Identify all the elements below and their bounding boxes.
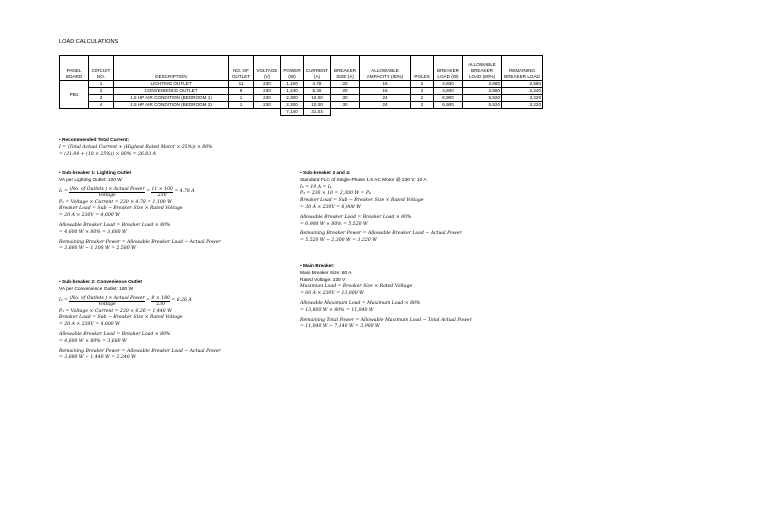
table-total-row — [60, 109, 543, 116]
section-sub-breaker-3-4: • Sub-breaker 3 and 4: Standard FLC of Single-Phase 1.5 AC Motor @ 230 V: 10 A I₃ = 10 A = I₄ P₃ = 230 × 10 = 2,300 W = P₄ Breaker Load = Sub − Breaker Size × Rated Voltage = 30 A × 230V = 6,900 W Allowable Breaker Load = Breaker Load × 80% = 6,900 W × 80% = 5,520 W Remaining Breaker Power = Allowable Breaker Load − Actual Power = 5,520 W − 2,300 W = 3,220 W — [300, 171, 462, 244]
col-voltage: VOLTAGE (V) — [254, 56, 281, 81]
col-no-of-outlet: NO. OF OUTLET — [229, 56, 254, 81]
section-total-current: • Recommended Total Current: I = (Total Actual Current + (Highest Rated Motor × 25%)) × 80% = (31.04 + (10 × 25%)) × 80% = 26.83 A — [59, 138, 213, 157]
section-main-breaker: • Main Breaker: Main Breaker Size: 60 A Rated Voltage: 230 V Maximum Load = Breaker Size × Rated Voltage = 60 A × 230V = 13,800 W Allowable Maximum Load = Maximum Load × 80% = 13,800 W × 80% = 11,040 W Remaining Total Power = Allowable Maximum Load − Total Actual Power = 11,040 W − 7,140 W = 3,900 W — [300, 264, 472, 330]
col-allowable-breaker-load: ALLOWABLE BREAKER LOAD (80%) — [463, 56, 502, 81]
col-power: POWER (W) — [281, 56, 304, 81]
col-remaining-breaker-load: REMAINING BREAKER LOAD — [502, 56, 543, 81]
table-header-row — [60, 56, 543, 81]
col-current: CURRENT (A) — [304, 56, 331, 81]
page-title: LOAD CALCULATIONS — [59, 39, 119, 45]
table-row: 3 1.5 HP AIR CONDITION (BEDROOM 1) 1 230 2,300 10.00 30 24 2 6,900 5,520 3,220 — [60, 95, 543, 102]
current-formula: I₁ = $\frac{\text{(No. of Outlets ) × Actual Power}}{\text{Voltage}}$ = $\frac{11 \times 100}{230}$ = 4.78 A — [59, 186, 195, 198]
load-table — [59, 55, 543, 116]
col-description: DESCRIPTION — [114, 56, 229, 81]
section-sub-breaker-2: • Sub-breaker 2: Convenience Outlet VA per Convenience Outlet: 180 W I₂ = $\frac{\text{(No. of Outlets ) × Actual Power}}{\text{Voltage}}$ = $\frac{8 \times 180}{230}$ = 6.26 A P₂ = Voltage × Current = 230 × 6.26 = 1,440 W Breaker Load = Sub − Breaker Size × Rated Voltage = 20 A × 230V = 4,600 W Allowable Breaker Load = Breaker Load × 80% = 4,600 W × 80% = 3,680 W Remaining Breaker Power = Allowable Breaker Load − Actual Power = 3,680 W − 1,440 W = 2,240 W — [59, 280, 221, 361]
total-current: 31.04 — [304, 109, 331, 116]
table-row: 2 CONVENIENCE OUTLET 8 230 1,440 6.26 20 16 2 4,600 3,680 2,240 — [60, 88, 543, 95]
total-power: 7,140 — [281, 109, 304, 116]
panel-board-cell: PB1 — [60, 81, 89, 109]
col-panel-board: PANEL BOARD — [60, 56, 89, 81]
col-allowable-ampacity: ALLOWABLE AMPACITY (80%) — [360, 56, 411, 81]
table-row: PB1 1 LIGHTING OUTLET 11 230 1,100 4.78 20 16 2 4,600 3,680 2,580 — [60, 81, 543, 88]
col-poles: POLES — [411, 56, 434, 81]
col-breaker-load: BREAKER LOAD (W) — [434, 56, 463, 81]
section-sub-breaker-1: • Sub-breaker 1: Lighting Outlet VA per Lighting Outlet: 100 W I₁ = $\frac{\text{(No. of Outlets ) × Actual Power}}{\text{Voltage}}$ = $\frac{11 \times 100}{230}$ = 4.78 A P₁ = Voltage × Current = 230 × 4.78 = 1,100 W Breaker Load = Sub − Breaker Size × Rated Voltage = 20 A × 230V = 4,600 W Allowable Breaker Load = Breaker Load × 80% = 4,600 W × 80% = 3,680 W Remaining Breaker Power = Allowable Breaker Load − Actual Power = 3,680 W − 1,100 W = 2,580 W — [59, 171, 221, 252]
table-row: 4 1.5 HP AIR CONDITION (BEDROOM 2) 1 230 2,300 10.00 30 24 2 6,900 5,520 3,220 — [60, 102, 543, 109]
col-breaker-size: BREAKER SIZE (A) — [331, 56, 360, 81]
col-circuit-no: CIRCUIT NO. — [89, 56, 114, 81]
current-formula: I₂ = $\frac{\text{(No. of Outlets ) × Actual Power}}{\text{Voltage}}$ = $\frac{8 \times 180}{230}$ = 6.26 A — [59, 295, 192, 307]
